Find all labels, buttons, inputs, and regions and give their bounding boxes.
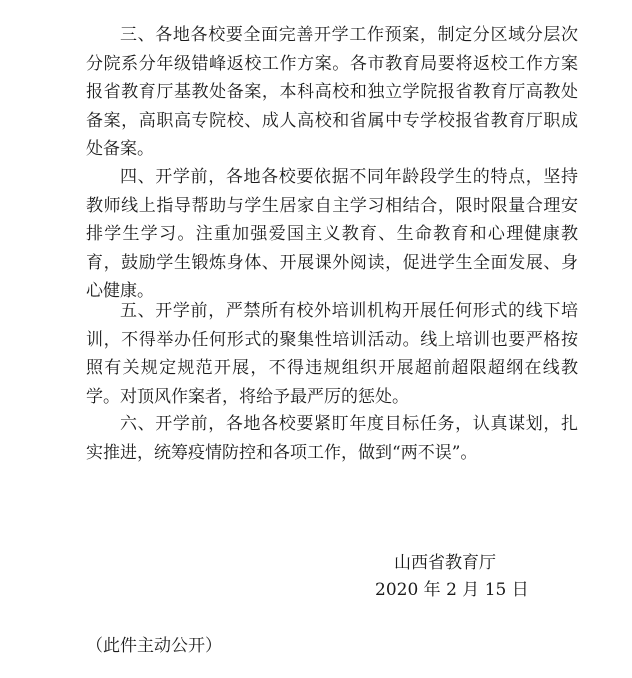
- paragraph-four: 四、开学前，各地各校要依据不同年龄段学生的特点，坚持教师线上指导帮助与学生居家自主学习相结合，限时限量合理安排学生学习。注重加强爱国主义教育、生命教育和心理健康教育，鼓励学生锻炼身体、开展课外阅读，促进学生全面发展、身心健康。: [86, 167, 578, 301]
- paragraph-six: 六、开学前，各地各校要紧盯年度目标任务，认真谋划，扎实推进，统筹疫情防控和各项工作，做到“两不误”。: [86, 414, 578, 463]
- paragraph-three: 三、各地各校要全面完善开学工作预案，制定分区域分层次分院系分年级错峰返校工作方案。各市教育局要将返校工作方案报省教育厅基教处备案，本科高校和独立学院报省教育厅高教处备案，高职高专院校、成人高校和省属中专学校报省教育厅职成处备案。: [86, 25, 578, 159]
- paragraph-five: 五、开学前，严禁所有校外培训机构开展任何形式的线下培训，不得举办任何形式的聚集性培训活动。线上培训也要严格按照有关规定规范开展，不得违规组织开展超前超限超纲在线教学。对顶风作案者，将给予最严厉的惩处。: [86, 301, 578, 407]
- issuing-organization: 山西省教育厅: [394, 553, 496, 573]
- issue-date: 2020 年 2 月 15 日: [375, 580, 529, 600]
- disclosure-note: （此件主动公开）: [86, 636, 222, 656]
